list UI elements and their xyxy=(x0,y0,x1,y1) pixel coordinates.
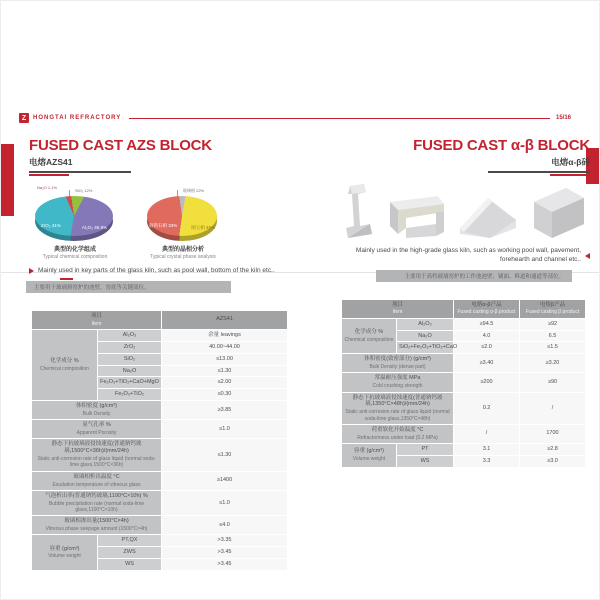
chem-group-cell xyxy=(32,329,98,400)
row-value: ≤1.30 xyxy=(162,365,288,377)
row-value: >3.45 xyxy=(162,547,288,559)
row-label: PT xyxy=(397,443,454,455)
azs41-spec-table xyxy=(31,310,288,571)
bullet-triangle-icon xyxy=(29,268,34,274)
pie-3d xyxy=(29,196,121,240)
row-label xyxy=(32,490,162,515)
crystal-phase-pie xyxy=(137,184,229,260)
en: Vitreous phase seepage amount (1500°C×4h) xyxy=(45,526,148,533)
header-col2-cell xyxy=(520,299,586,318)
underline-red xyxy=(29,174,69,176)
page-subtitle: 电熔AZS41 xyxy=(29,157,73,167)
header-col1-cell xyxy=(454,299,520,318)
table-row xyxy=(32,439,288,471)
row-label: ZrO₂ xyxy=(98,341,162,353)
zh: 化学成分 % xyxy=(50,357,79,364)
page-title: FUSED CAST AZS BLOCK xyxy=(29,137,212,154)
row-label: ZWS xyxy=(98,547,162,559)
row-label: PT,QX xyxy=(98,535,162,547)
row-label: Na₂O xyxy=(98,365,162,377)
zh: 容重 (g/cm³) xyxy=(354,448,384,455)
table-row xyxy=(32,401,288,420)
usage-bar-zh xyxy=(26,281,231,293)
usage-text-en: Mainly used in key parts of the glass kiln, such as pool wall, bottom of the kiln etc.. xyxy=(38,267,275,274)
table-header-row xyxy=(342,299,586,318)
product-photo xyxy=(454,194,520,240)
volume-weight-group-cell xyxy=(342,443,397,467)
en: Bulk Density (dense part) xyxy=(369,364,426,371)
row-value: ≤0.30 xyxy=(162,389,288,401)
pie-callout-label: SiO₂ 12% xyxy=(75,188,93,193)
brand-name: HONGTAI REFRACTORY xyxy=(33,115,122,121)
row-value: >3.45 xyxy=(162,559,288,571)
row-value: ≤4.0 xyxy=(162,516,288,535)
row-value: ≥2.8 xyxy=(520,443,586,455)
row-value: ≥92 xyxy=(520,318,586,330)
table-row xyxy=(342,318,586,330)
row-value: ≥3.85 xyxy=(162,401,288,420)
row-value: ≥94.5 xyxy=(454,318,520,330)
table-row xyxy=(32,420,288,439)
row-value: 1700 xyxy=(520,424,586,443)
row-value: ≥90 xyxy=(520,373,586,392)
product-photos xyxy=(313,180,590,240)
zh: 玻璃相析出温度 °C xyxy=(73,473,120,480)
usage-note xyxy=(29,267,288,276)
table-row xyxy=(32,329,288,341)
en: Chemical composition xyxy=(344,336,394,343)
product-photo xyxy=(386,188,448,240)
left-edge-tab xyxy=(1,144,14,216)
underline-dark xyxy=(29,171,131,173)
row-label: SiO₂+Fe₂O₃+TiO₂+CaO xyxy=(397,342,454,354)
row-value: ≥3.0 xyxy=(520,455,586,467)
row-value: 余量 leavings xyxy=(162,329,288,341)
page-subtitle: 电熔α-β砖 xyxy=(551,157,590,167)
en: Refractoriness under load (0.2 MPa) xyxy=(357,434,438,441)
row-value: ≤1.30 xyxy=(162,439,288,471)
row-value: ≥3.20 xyxy=(520,354,586,373)
row-value: >3.35 xyxy=(162,535,288,547)
usage-text-zh: 主要用于玻璃熔窑炉的池壁、窑底等关键部位。 xyxy=(34,284,150,291)
row-value: 3.3 xyxy=(454,455,520,467)
alpha-beta-spec-table xyxy=(341,299,586,468)
pie-caption-zh: 典型的晶相分析 xyxy=(161,247,204,253)
row-label xyxy=(342,392,454,424)
en: Cold crushing strength xyxy=(372,383,423,390)
pie-charts xyxy=(29,184,288,260)
en: Chemical composition xyxy=(40,365,89,372)
usage-text-zh: 主要用于高档玻璃窑炉的工作池池壁、铺面、料道和通道等部位。 xyxy=(404,273,564,280)
row-label: Fe₂O₃+TiO₂+CaO+MgO xyxy=(98,377,162,389)
en: Static anti-corrosion rate of glass liquid (normal soda-lime glass,1350°C×48h) xyxy=(345,409,450,422)
en: Static anti-corrosion rate of glass liquid (normal soda-lime glass,1500°C×36h) xyxy=(37,456,156,469)
zh: 容重 (g/cm³) xyxy=(49,545,80,552)
row-label xyxy=(32,439,162,471)
page-title: FUSED CAST α-β BLOCK xyxy=(413,137,590,154)
chem-group-cell xyxy=(342,318,397,354)
page-header xyxy=(19,113,571,123)
zh: 气泡析出率(普通钠钙玻璃,1100°C×10h) % xyxy=(45,492,148,499)
table-row xyxy=(342,443,586,455)
product-photo xyxy=(526,184,590,240)
pie-caption-en: Typical crystal phase analysis xyxy=(150,254,216,260)
header-item-cell xyxy=(342,299,454,318)
pie-slice-label: 斜锆石相 33% xyxy=(149,223,178,228)
table-row xyxy=(342,424,586,443)
row-label xyxy=(32,420,162,439)
pie-caption-zh: 典型的化学组成 xyxy=(53,247,96,253)
table-row xyxy=(342,354,586,373)
zh: 项目 xyxy=(392,301,404,308)
en: Fused casting α-β product xyxy=(457,309,516,316)
en: Apparent Porosity xyxy=(76,430,117,437)
zh: 静态下抗玻璃液侵蚀速度(普通钠钙玻璃,1500°C×36h)/(mm/24h) xyxy=(51,441,142,455)
row-label xyxy=(32,471,162,490)
table-row xyxy=(32,516,288,535)
en: Bubble precipitation rate (normal soda-lime glass,1100°C×10h) xyxy=(48,500,145,513)
page-number: 15/16 xyxy=(555,115,571,121)
zh: 电熔α-β产品 xyxy=(471,301,502,308)
en: Volume weight xyxy=(48,553,81,560)
table-row xyxy=(342,373,586,392)
row-label: Al₂O₃ xyxy=(397,318,454,330)
row-value: / xyxy=(454,424,520,443)
row-value: / xyxy=(520,392,586,424)
pie-slice-label: Al₂O₃ 45.9% xyxy=(81,225,107,230)
row-value: 6.5 xyxy=(520,330,586,342)
pie-caption-en: Typical chemical composition xyxy=(42,254,108,260)
zh: 显气孔率 % xyxy=(82,422,111,429)
row-label xyxy=(342,354,454,373)
row-value: 4.0 xyxy=(454,330,520,342)
row-value: ≤2.00 xyxy=(162,377,288,389)
en: Item xyxy=(91,320,102,327)
row-label: Al₂O₃ xyxy=(98,329,162,341)
header-product-cell: AZS41 xyxy=(162,310,288,329)
row-label: Na₂O xyxy=(397,330,454,342)
header-item-cell xyxy=(32,310,162,329)
pie-3d xyxy=(137,196,229,240)
page-azs-block xyxy=(29,137,288,571)
title-underline xyxy=(29,171,288,176)
table-row xyxy=(32,490,288,515)
usage-text-en: Mainly used in the high-grade glass kiln, such as working pool wall, pavement, forehearth and channel etc.. xyxy=(355,247,581,263)
zh: 荷重软化开始温度 °C xyxy=(371,426,424,433)
title-underline xyxy=(313,171,590,176)
pie-callout-label: Na₂O 1.1% xyxy=(37,185,58,190)
zh: 体积密度 (g/cm³) xyxy=(76,403,117,410)
row-label xyxy=(32,401,162,420)
en: Exudation temperature of vitreous glass xyxy=(52,481,141,488)
header-rule xyxy=(129,118,550,119)
row-value: 0.2 xyxy=(454,392,520,424)
underline-red xyxy=(550,174,590,176)
row-value: ≤2.0 xyxy=(454,342,520,354)
pie-slice-label: ZrO₂ 41% xyxy=(41,223,61,228)
row-value: 3.1 xyxy=(454,443,520,455)
zh: 静态下抗玻璃液侵蚀速度(普通钠钙玻璃,1350°C×48h)/(mm/24h) xyxy=(352,394,443,408)
page-alpha-beta-block xyxy=(313,137,590,468)
zh: 常温耐压强度 MPa xyxy=(374,375,421,382)
usage-bar-zh xyxy=(376,270,572,282)
usage-note xyxy=(313,247,590,265)
brand-logo-icon: Z xyxy=(19,113,29,123)
chemical-composition-pie xyxy=(29,184,121,260)
zh: 玻璃相渗出量(1500°C×4h) xyxy=(64,518,129,525)
row-value: ≥1400 xyxy=(162,471,288,490)
zh: 电熔β产品 xyxy=(539,301,566,308)
row-value: 40.00~44.00 xyxy=(162,341,288,353)
pie-slice-label: 刚玉相 45% xyxy=(191,225,215,230)
zh: 化学成分 % xyxy=(354,328,384,335)
table-row xyxy=(32,471,288,490)
row-label xyxy=(342,424,454,443)
en: Volume weight xyxy=(352,456,386,463)
underline-dark xyxy=(488,171,590,173)
en: Fused casting β product xyxy=(525,309,580,316)
pie-callout-label: 玻璃相 22% xyxy=(183,188,205,193)
row-label xyxy=(342,373,454,392)
table-header-row xyxy=(32,310,288,329)
table-row xyxy=(342,392,586,424)
zh: 体积密度(致密部分) (g/cm³) xyxy=(364,356,431,363)
row-label: WS xyxy=(98,559,162,571)
row-value: ≤1.0 xyxy=(162,490,288,515)
row-value: ≤13.00 xyxy=(162,353,288,365)
en: Bulk Density xyxy=(82,411,111,418)
row-value: ≤1.5 xyxy=(520,342,586,354)
table-row xyxy=(32,535,288,547)
bullet-triangle-icon xyxy=(585,253,590,259)
volume-weight-group-cell xyxy=(32,535,98,571)
row-value: ≤1.0 xyxy=(162,420,288,439)
product-photo xyxy=(336,182,380,240)
zh: 项目 xyxy=(91,312,103,319)
en: Item xyxy=(392,309,403,316)
row-label xyxy=(32,516,162,535)
row-label: SiO₂ xyxy=(98,353,162,365)
row-label: WS xyxy=(397,455,454,467)
row-value: ≥3.40 xyxy=(454,354,520,373)
row-label: Fe₂O₃+TiO₂ xyxy=(98,389,162,401)
row-value: ≥200 xyxy=(454,373,520,392)
